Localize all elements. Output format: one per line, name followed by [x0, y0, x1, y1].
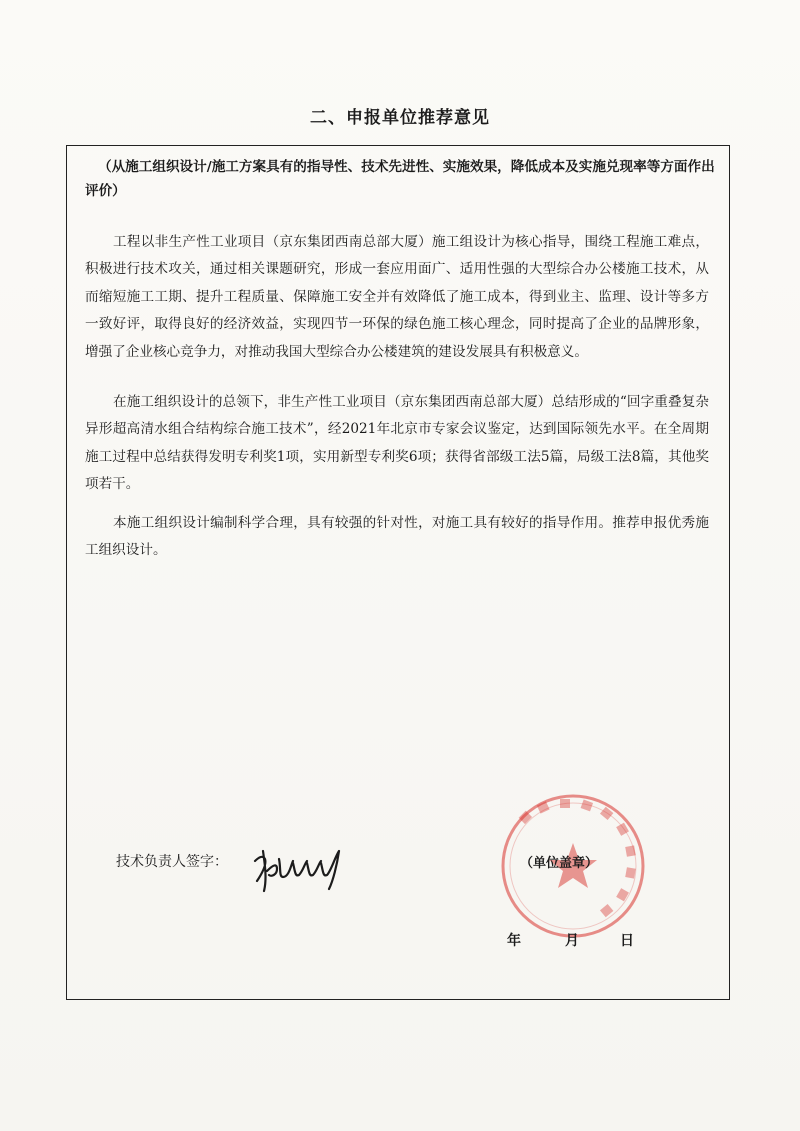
date-month-label: 月: [565, 933, 579, 949]
date-year-label: 年: [507, 933, 521, 949]
section-title: 二、申报单位推荐意见: [310, 108, 490, 128]
handwritten-signature: [249, 831, 379, 901]
date-day-label: 日: [620, 933, 634, 949]
recommendation-box: [66, 145, 730, 1000]
opinion-paragraph-2: 在施工组织设计的总领下，非生产性工业项目（京东集团西南总部大厦）总结形成的“回字重叠复杂异形超高清水组合结构综合施工技术”，经2021年北京市专家会议鉴定，达到国际领先水平。在全周期施工过程中总结获得发明专利奖1项，实用新型专利奖6项；获得省部级工法5篇，局级工法8篇，其他奖项若干。: [85, 394, 709, 493]
opinion-paragraph-1: 工程以非生产性工业项目（京东集团西南总部大厦）施工组设计为核心指导，围绕工程施工难点，积极进行技术攻关，通过相关课题研究，形成一套应用面广、适用性强的大型综合办公楼施工技术，从而缩短施工工期、提升工程质量、保障施工安全并有效降低了施工成本，得到业主、监理、设计等多方一致好评，取得良好的经济效益，实现四节一环保的绿色施工核心理念，同时提高了企业的品牌形象，增强了企业核心竞争力，对推动我国大型综合办公楼建筑的建设发展具有积极意义。: [85, 234, 709, 360]
opinion-paragraph-3: 本施工组织设计编制科学合理，具有较强的针对性，对施工具有较好的指导作用。推荐申报优秀施工组织设计。: [85, 515, 709, 559]
unit-seal-label: （单位盖章）: [520, 856, 599, 871]
evaluation-criteria: （从施工组织设计/施工方案具有的指导性、技术先进性、实施效果，降低成本及实施兑现率等方面作出评价）: [85, 159, 715, 199]
signature-label: 技术负责人签字：: [116, 854, 228, 870]
